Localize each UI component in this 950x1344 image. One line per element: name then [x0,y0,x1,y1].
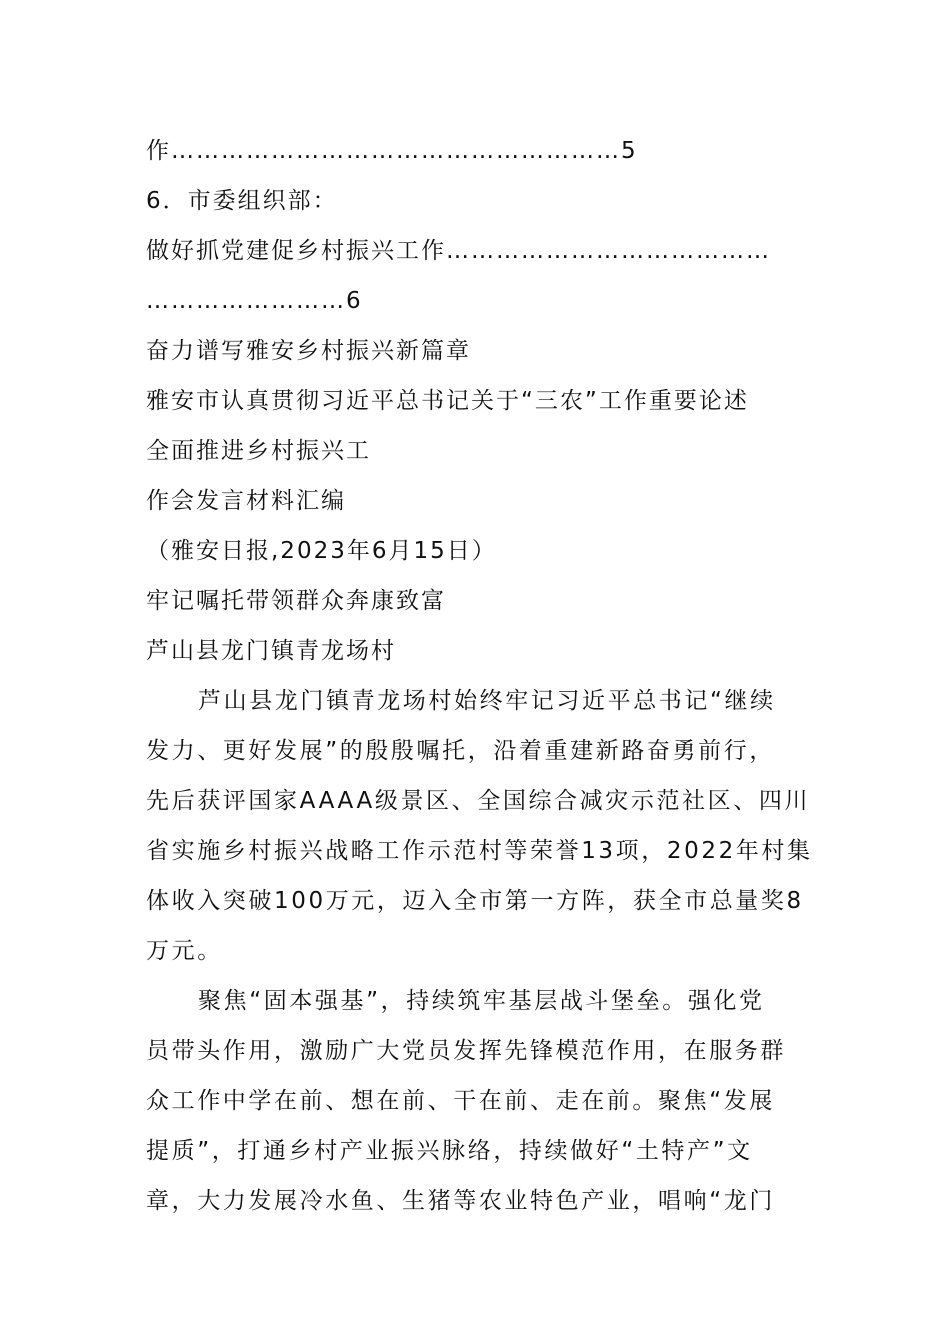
source-line: （雅安日报,2023年6月15日） [146,538,497,564]
section-author: 芦山县龙门镇青龙场村 [146,638,396,664]
paragraph-line: 万元。 [146,938,223,964]
paragraph-line: 发力、更好发展”的殷殷嘱托，沿着重建新路奋勇前行， [146,738,775,764]
toc-line: 做好抓党建促乡村振兴工作………………………………… [146,238,771,264]
toc-line: 作………………………………………………5 [146,138,638,164]
document-title: 奋力谱写雅安乡村振兴新篇章 [146,338,471,364]
paragraph-line: 芦山县龙门镇青龙场村始终牢记习近平总书记“继续 [198,688,776,714]
toc-line: 6．市委组织部： [146,188,338,214]
section-title: 牢记嘱托带领群众奔康致富 [146,588,446,614]
document-subtitle: 全面推进乡村振兴工 [146,438,371,464]
toc-line: ……………………6 [146,288,363,314]
document-subtitle: 作会发言材料汇编 [146,488,346,514]
paragraph-line: 体收入突破100万元，迈入全市第一方阵，获全市总量奖8 [146,888,804,914]
paragraph-line: 众工作中学在前、想在前、干在前、走在前。聚焦“发展 [146,1088,775,1114]
paragraph-line: 聚焦“固本强基”，持续筑牢基层战斗堡垒。强化党 [198,988,765,1014]
paragraph-line: 员带头作用，激励广大党员发挥先锋模范作用，在服务群 [146,1038,786,1064]
paragraph-line: 章，大力发展冷水鱼、生猪等农业特色产业，唱响“龙门 [146,1188,775,1214]
paragraph-line: 提质”，打通乡村产业振兴脉络，持续做好“土特产”文 [146,1138,753,1164]
document-subtitle: 雅安市认真贯彻习近平总书记关于“三农”工作重要论述 [146,388,749,414]
paragraph-line: 省实施乡村振兴战略工作示范村等荣誉13项，2022年村集 [146,838,813,864]
paragraph-line: 先后获评国家AAAA级景区、全国综合减灾示范社区、四川 [146,788,811,814]
